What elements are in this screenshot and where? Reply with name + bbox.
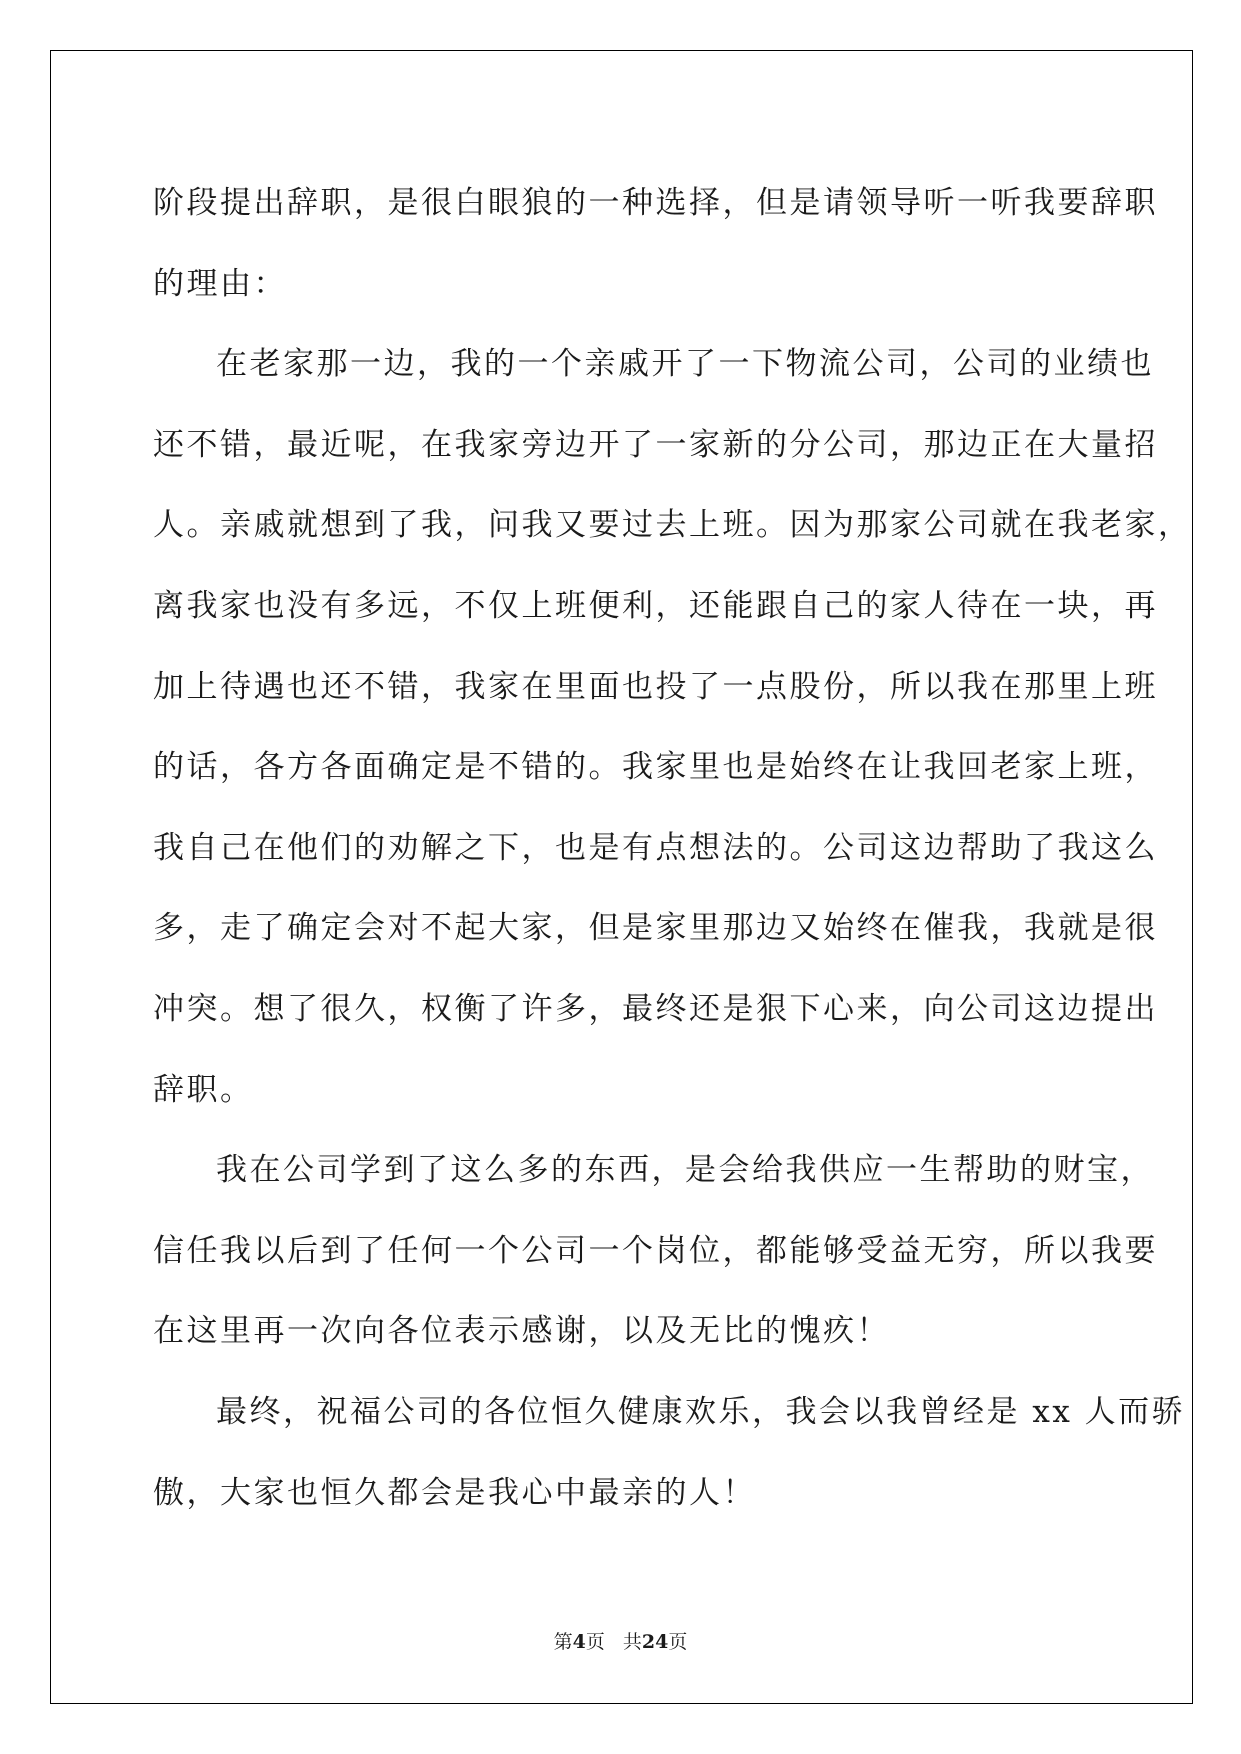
page-prefix: 第 [553, 1631, 573, 1653]
text-line: 还不错，最近呢，在我家旁边开了一家新的分公司，那边正在大量招 [153, 426, 1158, 463]
text-line: 加上待遇也还不错，我家在里面也投了一点股份，所以我在那里上班 [153, 668, 1158, 705]
text-line: 冲突。想了很久，权衡了许多，最终还是狠下心来，向公司这边提出 [153, 990, 1158, 1027]
page-suffix: 页 [585, 1631, 605, 1653]
paragraph-start-line: 在老家那一边，我的一个亲戚开了一下物流公司，公司的业绩也 [216, 346, 1154, 383]
document-body [153, 163, 1192, 1533]
paragraph-start-line: 我在公司学到了这么多的东西，是会给我供应一生帮助的财宝， [216, 1152, 1154, 1189]
text-line: 离我家也没有多远，不仅上班便利，还能跟自己的家人待在一块，再 [153, 587, 1158, 624]
total-suffix: 页 [668, 1631, 688, 1653]
text-line: 多，走了确定会对不起大家，但是家里那边又始终在催我，我就是很 [153, 910, 1158, 947]
text-line: 辞职。 [153, 1071, 254, 1108]
text-line: 在这里再一次向各位表示感谢，以及无比的愧疚！ [153, 1313, 890, 1350]
text-line: 我自己在他们的劝解之下，也是有点想法的。公司这边帮助了我这么 [153, 829, 1158, 866]
total-prefix: 共 [622, 1631, 642, 1653]
text-line: 人。亲戚就想到了我，问我又要过去上班。因为那家公司就在我老家， [153, 507, 1192, 544]
total-pages-number: 24 [641, 1631, 669, 1653]
text-line: 的理由： [153, 265, 287, 302]
text-line: 的话，各方各面确定是不错的。我家里也是始终在让我回老家上班， [153, 749, 1158, 786]
text-line: 阶段提出辞职，是很白眼狼的一种选择，但是请领导听一听我要辞职 [153, 185, 1158, 221]
page-footer [0, 1627, 1241, 1654]
text-line: 傲，大家也恒久都会是我心中最亲的人！ [153, 1474, 756, 1511]
current-page-number: 4 [572, 1631, 586, 1653]
text-line: 信任我以后到了任何一个公司一个岗位，都能够受益无穷，所以我要 [153, 1232, 1158, 1269]
paragraph-start-line: 最终，祝福公司的各位恒久健康欢乐，我会以我曾经是 xx 人而骄 [216, 1393, 1186, 1430]
